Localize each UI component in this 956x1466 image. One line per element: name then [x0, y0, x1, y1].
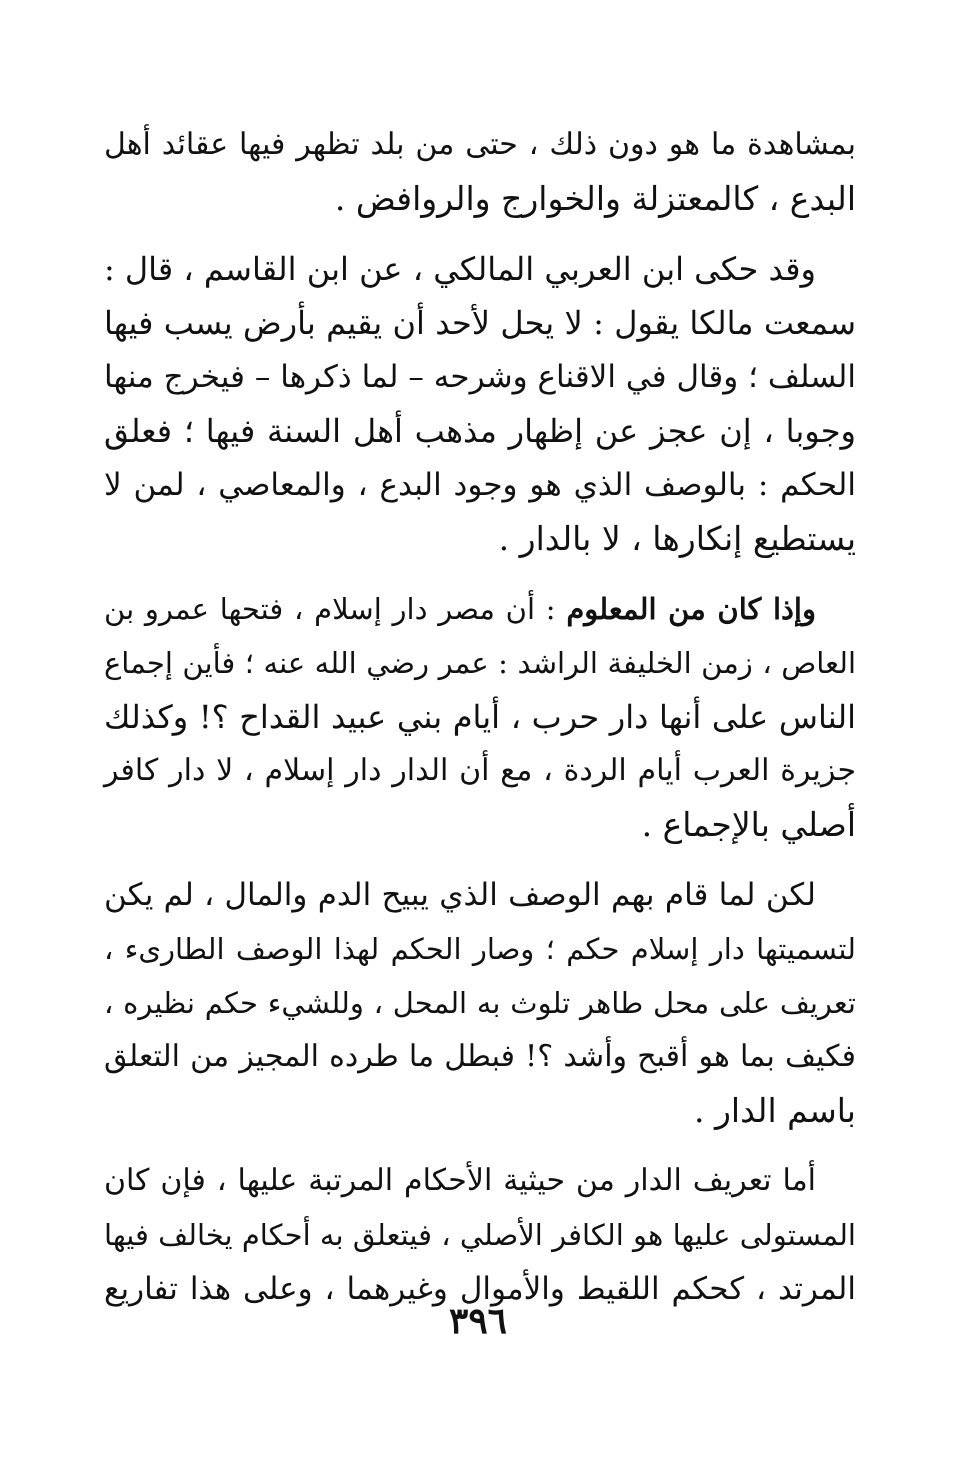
paragraph: [104, 582, 856, 852]
text-line: يستطيع إنكارها ، لا بالدار .: [498, 519, 856, 558]
body-text: [104, 118, 856, 1316]
text-line: جزيرة العرب أيام الردة ، مع أن الدار دار إسلام ، لا دار كافر: [104, 753, 856, 788]
text-line: وقد حكى ابن العربي المالكي ، عن ابن القاسم ، قال :: [103, 250, 816, 288]
text-line: [104, 582, 856, 636]
paragraph: [104, 868, 856, 1138]
text-line: وجوبا ، إن عجز عن إظهار مذهب أهل السنة فيها ؛ فعلق: [104, 412, 857, 450]
paragraph: [104, 118, 856, 226]
text-line: الحكم : بالوصف الذي هو وجود البدع ، والمعاصي ، لمن لا: [104, 467, 856, 503]
text-line: السلف ؛ وقال في الاقناع وشرحه – لما ذكرها – فيخرج منها: [104, 359, 856, 395]
text-line: العاص ، زمن الخليفة الراشد : عمر رضي الله عنه ؛ فأين إجماع: [104, 646, 856, 680]
page-number: ٣٩٦: [448, 1300, 507, 1342]
paragraph: [104, 242, 856, 566]
text-line: بمشاهدة ما هو دون ذلك ، حتى من بلد تظهر فيها عقائد أهل: [104, 127, 856, 162]
text-line: أصلي بالإجماع .: [641, 805, 856, 844]
text-line: لتسميتها دار إسلام حكم ؛ وصار الحكم لهذا الوصف الطارىء ،: [104, 932, 856, 966]
text-line: المستولى عليها هو الكافر الأصلي ، فيتعلق به أحكام يخالف فيها: [104, 1218, 856, 1252]
text-line: باسم الدار .: [694, 1091, 856, 1130]
bold-lead-phrase: وإذا كان من المعلوم: [566, 592, 816, 626]
text-line: سمعت مالكا يقول : لا يحل لأحد أن يقيم بأرض يسب فيها: [104, 304, 856, 342]
text-line: تعريف على محل طاهر تلوث به المحل ، وللشيء حكم نظيره ،: [104, 986, 856, 1020]
text-line: فكيف بما هو أقبح وأشد ؟! فبطل ما طرده المجيز من التعلق: [104, 1039, 856, 1074]
text-line: لكن لما قام بهم الوصف الذي يبيح الدم والمال ، لم يكن: [104, 877, 816, 913]
text-line-rest: : أن مصر دار إسلام ، فتحها عمرو بن: [104, 592, 567, 626]
paragraph: [104, 1154, 856, 1316]
text-line: البدع ، كالمعتزلة والخوارج والروافض .: [334, 179, 856, 218]
text-line: المرتد ، كحكم اللقيط والأموال وغيرهما ، وعلى هذا تفاريع: [104, 1271, 856, 1307]
text-line: أما تعريف الدار من حيثية الأحكام المرتبة عليها ، فإن كان: [104, 1163, 816, 1198]
text-line: الناس على أنها دار حرب ، أيام بني عبيد القداح ؟! وكذلك: [104, 698, 856, 736]
